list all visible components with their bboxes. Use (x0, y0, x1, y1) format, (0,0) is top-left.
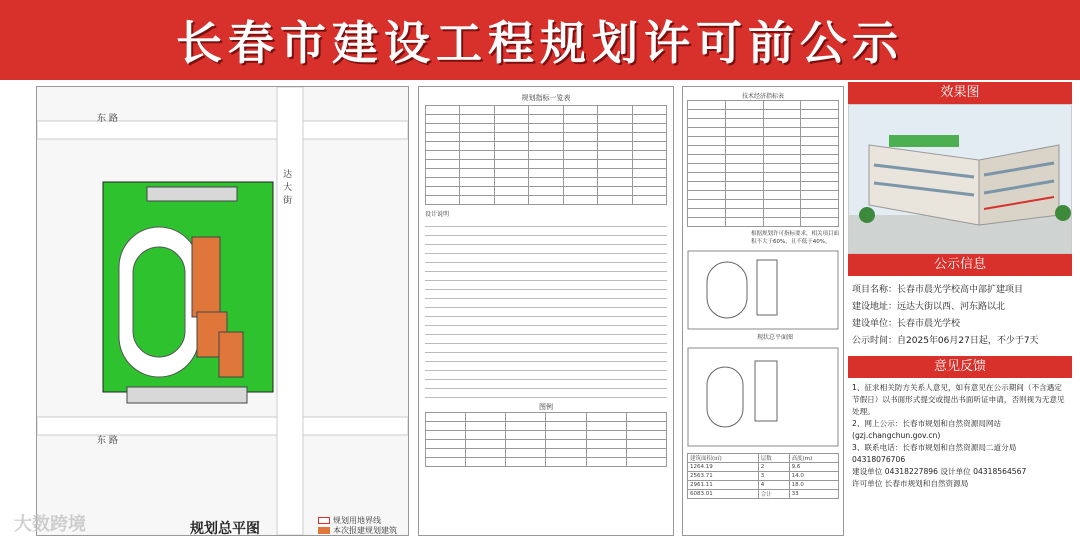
banner-title: 长春市建设工程规划许可前公示 (176, 16, 904, 70)
rendering-image (848, 104, 1072, 254)
tech-table-title: 技术经济指标表 (741, 93, 784, 100)
tech-indicator-table (687, 100, 839, 227)
info-column (848, 82, 1072, 540)
table-cell: 6083.01 (688, 490, 759, 499)
publicity-time: 自2025年06月27日起，不少于7天 (897, 336, 1039, 346)
building-rendering (849, 105, 1072, 254)
indicator-table (425, 105, 667, 205)
banner (0, 0, 1080, 80)
info-header: 公示信息 (848, 254, 1072, 276)
doc-legend-title: 图例 (539, 403, 553, 411)
construction-unit: 长春市晨光学校 (897, 319, 961, 329)
new-site-plan (687, 347, 839, 447)
table-cell: 2563.71 (688, 472, 759, 481)
feedback-list (848, 378, 1072, 494)
existing-site-plan (687, 250, 839, 330)
table-cell: 9.6 (789, 463, 838, 472)
table-cell: 4 (758, 481, 789, 490)
render-header: 效果图 (848, 82, 1072, 104)
time-row: 公示时间：自2025年06月27日起，不少于7天 (852, 336, 1039, 346)
area-head-1: 层数 (758, 454, 789, 463)
area-head-2: 高度(m) (789, 454, 838, 463)
design-notes-lines (425, 218, 667, 398)
feedback-item: 建设单位 04318227896 设计单位 04318564567 (852, 467, 1027, 476)
table-cell: 18.0 (789, 481, 838, 490)
legend-item-building: 本次报建规划建筑 (318, 526, 397, 536)
symbol-legend-table (425, 412, 667, 467)
location-row: 建设地址：远达大街以西、河东路以北 (852, 302, 1006, 312)
plan-title: 规划总平图 (190, 521, 260, 537)
feedback-header: 意见反馈 (848, 356, 1072, 378)
area-head-0: 建筑面积(㎡) (688, 454, 759, 463)
table-cell: 3 (758, 472, 789, 481)
top-road-label: 东 路 (97, 114, 118, 124)
doc-notes-title: 设计说明 (425, 211, 450, 218)
table-cell: 14.0 (789, 472, 838, 481)
technical-drawing-panel (682, 86, 844, 536)
table-cell: 1264.19 (688, 463, 759, 472)
bottom-road-label: 东 路 (97, 436, 118, 446)
project-info (848, 276, 1072, 356)
table-cell: 2 (758, 463, 789, 472)
feedback-item: 1、征求相关防方关系人意见，如有意见在公示期间（不含遇定节假日）以书面形式提交或提出书面听证申请，否则视为无意见处理。 (852, 383, 1065, 416)
site-plan-drawing (37, 87, 408, 535)
unit-row: 建设单位：长春市晨光学校 (852, 319, 961, 329)
project-name: 长春市晨光学校高中部扩建项目 (897, 285, 1024, 295)
project-name-row: 项目名称：长春市晨光学校高中部扩建项目 (852, 285, 1024, 295)
feedback-item: 3、联系电话：长春市规划和自然资源局二道分局 04318076706 (852, 443, 1017, 464)
site-plan-panel (36, 86, 409, 536)
table-cell: 合计 (758, 490, 789, 499)
right-road-label: 达 大 街 (283, 170, 293, 206)
plan-legend (318, 516, 397, 536)
legend-item-boundary: 规划用地界线 (318, 516, 397, 526)
feedback-item: 2、网上公示：长春市规划和自然资源局网站 (gzj.changchun.gov.cn) (852, 419, 1002, 440)
table-cell: 2961.11 (688, 481, 759, 490)
existing-site-label: 现状总平面图 (757, 334, 794, 341)
tech-note: 根据规划许可指标要求，相关项目面积不大于60%，且不低于40%。 (751, 231, 840, 245)
doc-table-title: 规划指标一览表 (521, 94, 571, 102)
project-location: 远达大街以西、河东路以北 (897, 302, 1006, 312)
area-table (687, 453, 839, 499)
table-cell: 33 (789, 490, 838, 499)
indicator-document-panel (418, 86, 674, 536)
feedback-item: 许可单位 长春市规划和自然资源局 (852, 479, 969, 488)
watermark-logo: 大数跨境 (14, 514, 86, 535)
